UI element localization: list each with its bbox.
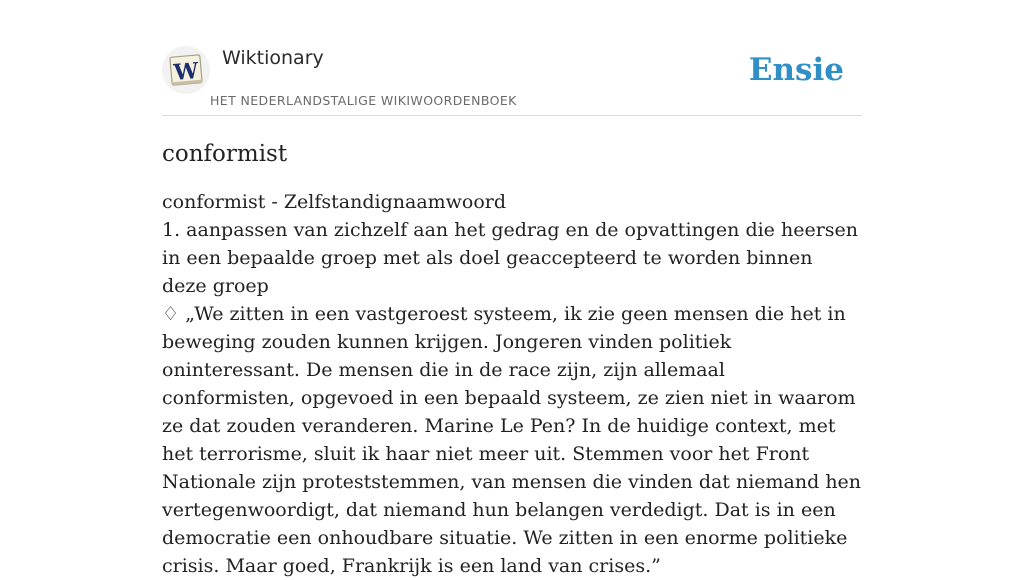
site-header bbox=[162, 0, 862, 116]
entry-content bbox=[162, 136, 862, 580]
svg-text:W: W bbox=[172, 57, 200, 87]
ensie-brand-link[interactable]: Ensie bbox=[748, 52, 844, 88]
entry-body bbox=[162, 188, 862, 580]
site-title[interactable]: Wiktionary bbox=[222, 47, 324, 69]
entry-title: conformist bbox=[162, 141, 288, 167]
word-class-line: conformist - Zelfstandignaamwoord bbox=[162, 191, 507, 213]
definition-text: 1. aanpassen van zichzelf aan het gedrag en de opvattingen die heersen in een bepaalde groep met als doel geaccepteerd te worden binnen deze groep bbox=[162, 219, 859, 297]
example-quote: ♢ „We zitten in een vastgeroest systeem, ik zie geen mensen die het in beweging zouden kunnen krijgen. Jongeren vinden politiek oninteressant. De mensen die in de race zijn, zijn allemaal conformisten, opgevoed in een bepaald systeem, ze zien niet in waarom ze dat zouden veranderen. Marine Le Pen? In de huidige context, met het terrorisme, sluit ik haar niet meer uit. Stemmen voor het Front Nationale zijn proteststemmen, van mensen die vinden dat niemand hen vertegenwoordigt, dat niemand hun belangen verdedigt. Dat is in een democratie een onhoudbare situatie. We zitten in een enorme politieke crisis. Maar goed, Frankrijk is een land van crises.” bbox=[162, 303, 862, 577]
wiktionary-logo-icon[interactable] bbox=[162, 46, 210, 94]
site-subtitle: HET NEDERLANDSTALIGE WIKIWOORDENBOEK bbox=[210, 93, 517, 108]
wiktionary-w-logo-icon bbox=[162, 46, 210, 94]
